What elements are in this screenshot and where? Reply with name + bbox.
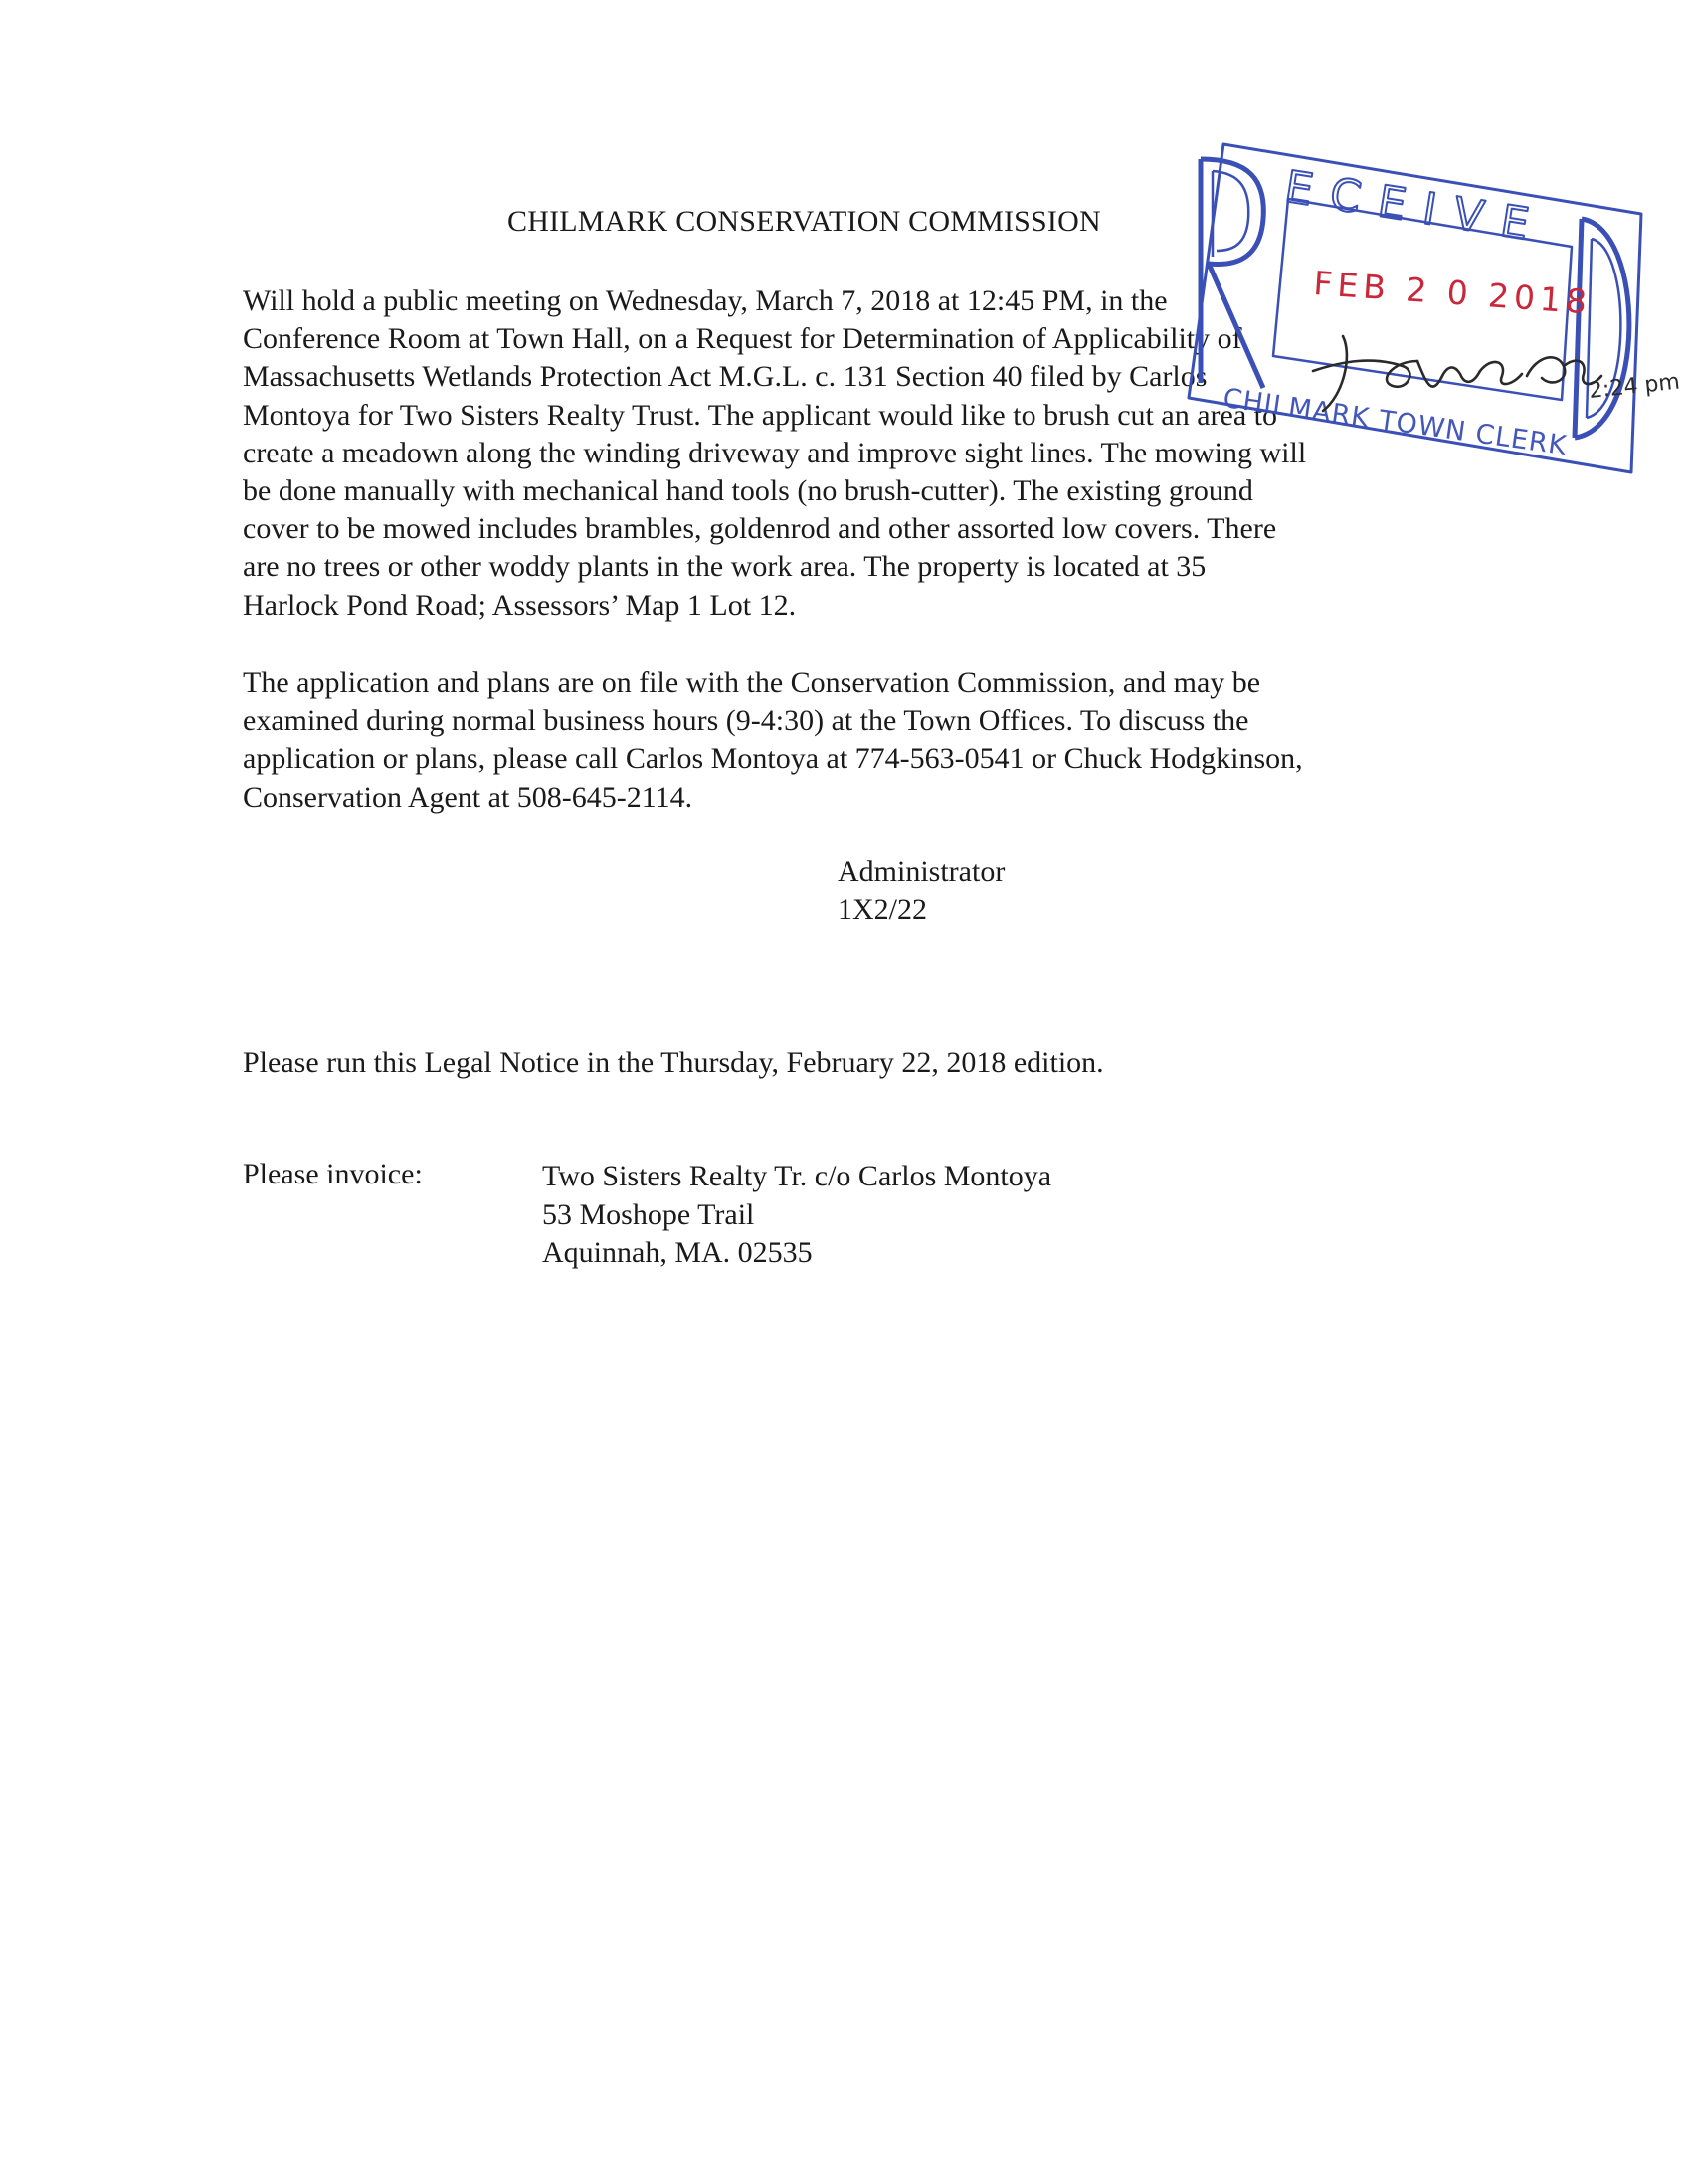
invoice-address — [542, 1158, 1051, 1273]
paragraph-line: are no trees or other woddy plants in the work area. The property is located at 35 — [243, 550, 1207, 584]
paragraph-line: Montoya for Two Sisters Realty Trust. The applicant would like to brush cut an area to — [243, 398, 1277, 432]
paragraph-line: Conference Room at Town Hall, on a Request for Determination of Applicability of — [243, 322, 1242, 356]
address-line: Aquinnah, MA. 02535 — [542, 1236, 813, 1269]
signer-role: Administrator — [838, 855, 1006, 888]
stamp-office: CHILMARK TOWN CLERK — [1221, 383, 1570, 462]
paragraph-line: Conservation Agent at 508-645-2114. — [243, 780, 693, 814]
paragraph-line: examined during normal business hours (9-4:30) at the Town Offices. To discuss the — [243, 704, 1249, 738]
paragraph-line: Harlock Pond Road; Assessors’ Map 1 Lot 12. — [243, 588, 797, 622]
handwritten-signature — [1194, 316, 1681, 436]
run-notice-line: Please run this Legal Notice in the Thursday, February 22, 2018 edition. — [243, 1046, 1104, 1079]
application-info-paragraph — [243, 664, 1436, 817]
reference-code: 1X2/22 — [838, 893, 927, 926]
paragraph-line: cover to be mowed includes brambles, goldenrod and other assorted low covers. There — [243, 512, 1277, 546]
invoice-label: Please invoice: — [243, 1158, 423, 1190]
paragraph-line: be done manually with mechanical hand tools (no brush-cutter). The existing ground — [243, 474, 1253, 508]
stamp-time-note: 2:24 pm — [1588, 369, 1681, 404]
paragraph-line: application or plans, please call Carlos Montoya at 774-563-0541 or Chuck Hodgkinson, — [243, 742, 1303, 776]
stamp-date: FEB 2 0 2018 — [1312, 264, 1594, 322]
page-title: CHILMARK CONSERVATION COMMISSION — [507, 205, 1101, 238]
paragraph-line: create a meadown along the winding driveway and improve sight lines. The mowing will — [243, 436, 1307, 469]
signature-scribble — [1194, 316, 1681, 436]
paragraph-line: Will hold a public meeting on Wednesday, March 7, 2018 at 12:45 PM, in the — [243, 284, 1168, 317]
address-line: Two Sisters Realty Tr. c/o Carlos Montoya — [542, 1160, 1052, 1192]
paragraph-line: Massachusetts Wetlands Protection Act M.G.L. c. 131 Section 40 filed by Carlos — [243, 360, 1208, 394]
svg-text:ECEIVE: ECEIVE — [1281, 161, 1551, 254]
signature-block — [838, 853, 1005, 929]
address-line: 53 Moshope Trail — [542, 1197, 755, 1231]
paragraph-line: The application and plans are on file with the Conservation Commission, and may be — [243, 666, 1261, 699]
